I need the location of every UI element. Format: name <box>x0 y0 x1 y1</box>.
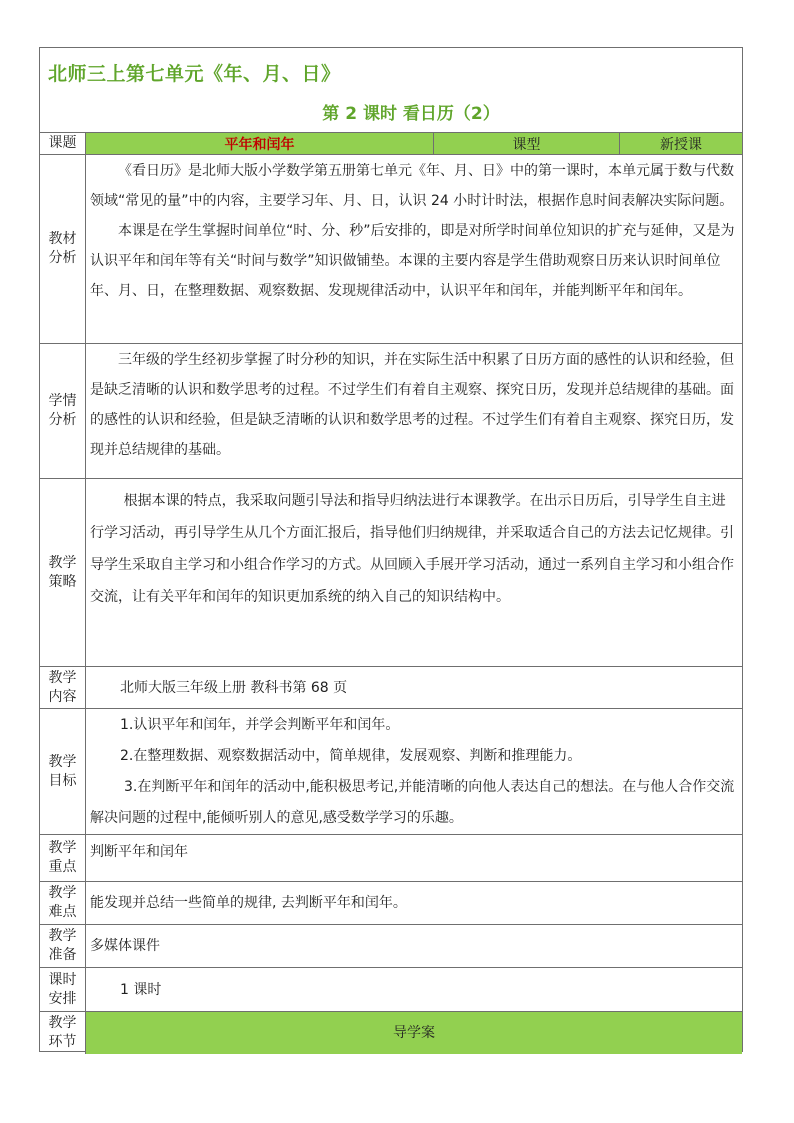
schedule-label: 课时安排 <box>40 968 86 1011</box>
difficulty-text: 能发现并总结一些简单的规律, 去判断平年和闰年。 <box>90 895 407 911</box>
material-analysis-label: 教材分析 <box>40 155 86 343</box>
material-paragraph-2: 本课是在学生掌握时间单位“时、分、秒”后安排的，即是对所学时间单位知识的扩充与延伸，又是为认识平年和闰年等有关“时间与数学”知识做铺垫。本课的主要内容是学生借助观察日历来认识时间单位年、月、日，在整理数据、观察数据、发现规律活动中，认识平年和闰年，并能判断平年和闰年。 <box>90 223 735 299</box>
goal-item: 2.在整理数据、观察数据活动中，简单规律，发展观察、判断和推理能力。 <box>120 748 582 764</box>
student-paragraph: 三年级的学生经初步掌握了时分秒的知识，并在实际生活中积累了日历方面的感性的认识和经验，但是缺乏清晰的认识和数学思考的过程。不过学生们有着自主观察、探究日历，发现并总结规律的基础。面的感性的认识和经验，但是缺乏清晰的认识和数学思考的过程。不过学生们有着自主观察、探究日历，发现并总结规律的基础。 <box>90 352 734 458</box>
sub-title: 第 2 课时 看日历（2） <box>322 104 500 124</box>
teaching-goals-label: 教学目标 <box>40 709 86 834</box>
lesson-type-value: 新授课 <box>660 136 702 153</box>
title-block <box>40 48 742 133</box>
student-analysis-content <box>86 344 742 478</box>
main-title: 北师三上第七单元《年、月、日》 <box>48 63 341 85</box>
preparation-label: 教学准备 <box>40 925 86 967</box>
material-analysis-row <box>40 155 742 344</box>
teaching-content-label: 教学内容 <box>40 667 86 708</box>
preparation-row <box>40 925 742 968</box>
teaching-strategy-content <box>86 479 742 666</box>
process-label: 教学环节 <box>40 1012 86 1054</box>
topic-value: 平年和闰年 <box>86 133 434 154</box>
teaching-goals-content <box>86 709 742 834</box>
schedule-text: 1 课时 <box>120 981 162 998</box>
lesson-plan-table <box>39 47 743 1052</box>
student-analysis-row <box>40 344 742 479</box>
teaching-goals-row <box>40 709 742 835</box>
lesson-topic-row <box>40 133 742 155</box>
teaching-strategy-label: 教学策略 <box>40 479 86 666</box>
process-row <box>40 1012 742 1054</box>
material-paragraph-1: 《看日历》是北师大版小学数学第五册第七单元《年、月、日》中的第一课时，本单元属于数与代数领域“常见的量”中的内容，主要学习年、月、日，认识 24 小时计时法，根据作息时间表解决实际问题。 <box>90 163 734 209</box>
student-analysis-label: 学情分析 <box>40 344 86 478</box>
topic-label: 课题 <box>40 133 86 154</box>
strategy-paragraph: 根据本课的特点，我采取问题引导法和指导归纳法进行本课教学。在出示日历后，引导学生自主进行学习活动，再引导学生从几个方面汇报后，指导他们归纳规律，并采取适合自己的方法去记忆规律。引导学生采取自主学习和小组合作学习的方式。从回顾入手展开学习活动，通过一系列自主学习和小组合作交流，让有关平年和闰年的知识更加系统的纳入自己的知识结构中。 <box>90 493 734 605</box>
key-point-text: 判断平年和闰年 <box>90 844 188 860</box>
difficulty-row <box>40 882 742 925</box>
teaching-content-row <box>40 667 742 709</box>
key-point-label: 教学重点 <box>40 835 86 881</box>
schedule-row <box>40 968 742 1012</box>
key-point-row <box>40 835 742 882</box>
lesson-type-label: 课型 <box>434 133 620 154</box>
goal-item: 1.认识平年和闰年，并学会判断平年和闰年。 <box>120 717 400 733</box>
preparation-text: 多媒体课件 <box>90 938 160 954</box>
goal-item: 3.在判断平年和闰年的活动中,能积极思考记,并能清晰的向他人表达自己的想法。在与他人合作交流解决问题的过程中,能倾听别人的意见,感受数学学习的乐趣。 <box>90 779 735 826</box>
teaching-strategy-row <box>40 479 742 667</box>
material-analysis-content <box>86 155 742 343</box>
process-text: 导学案 <box>86 1012 742 1054</box>
teaching-content-text: 北师大版三年级上册 教科书第 68 页 <box>120 679 348 696</box>
difficulty-label: 教学难点 <box>40 882 86 924</box>
